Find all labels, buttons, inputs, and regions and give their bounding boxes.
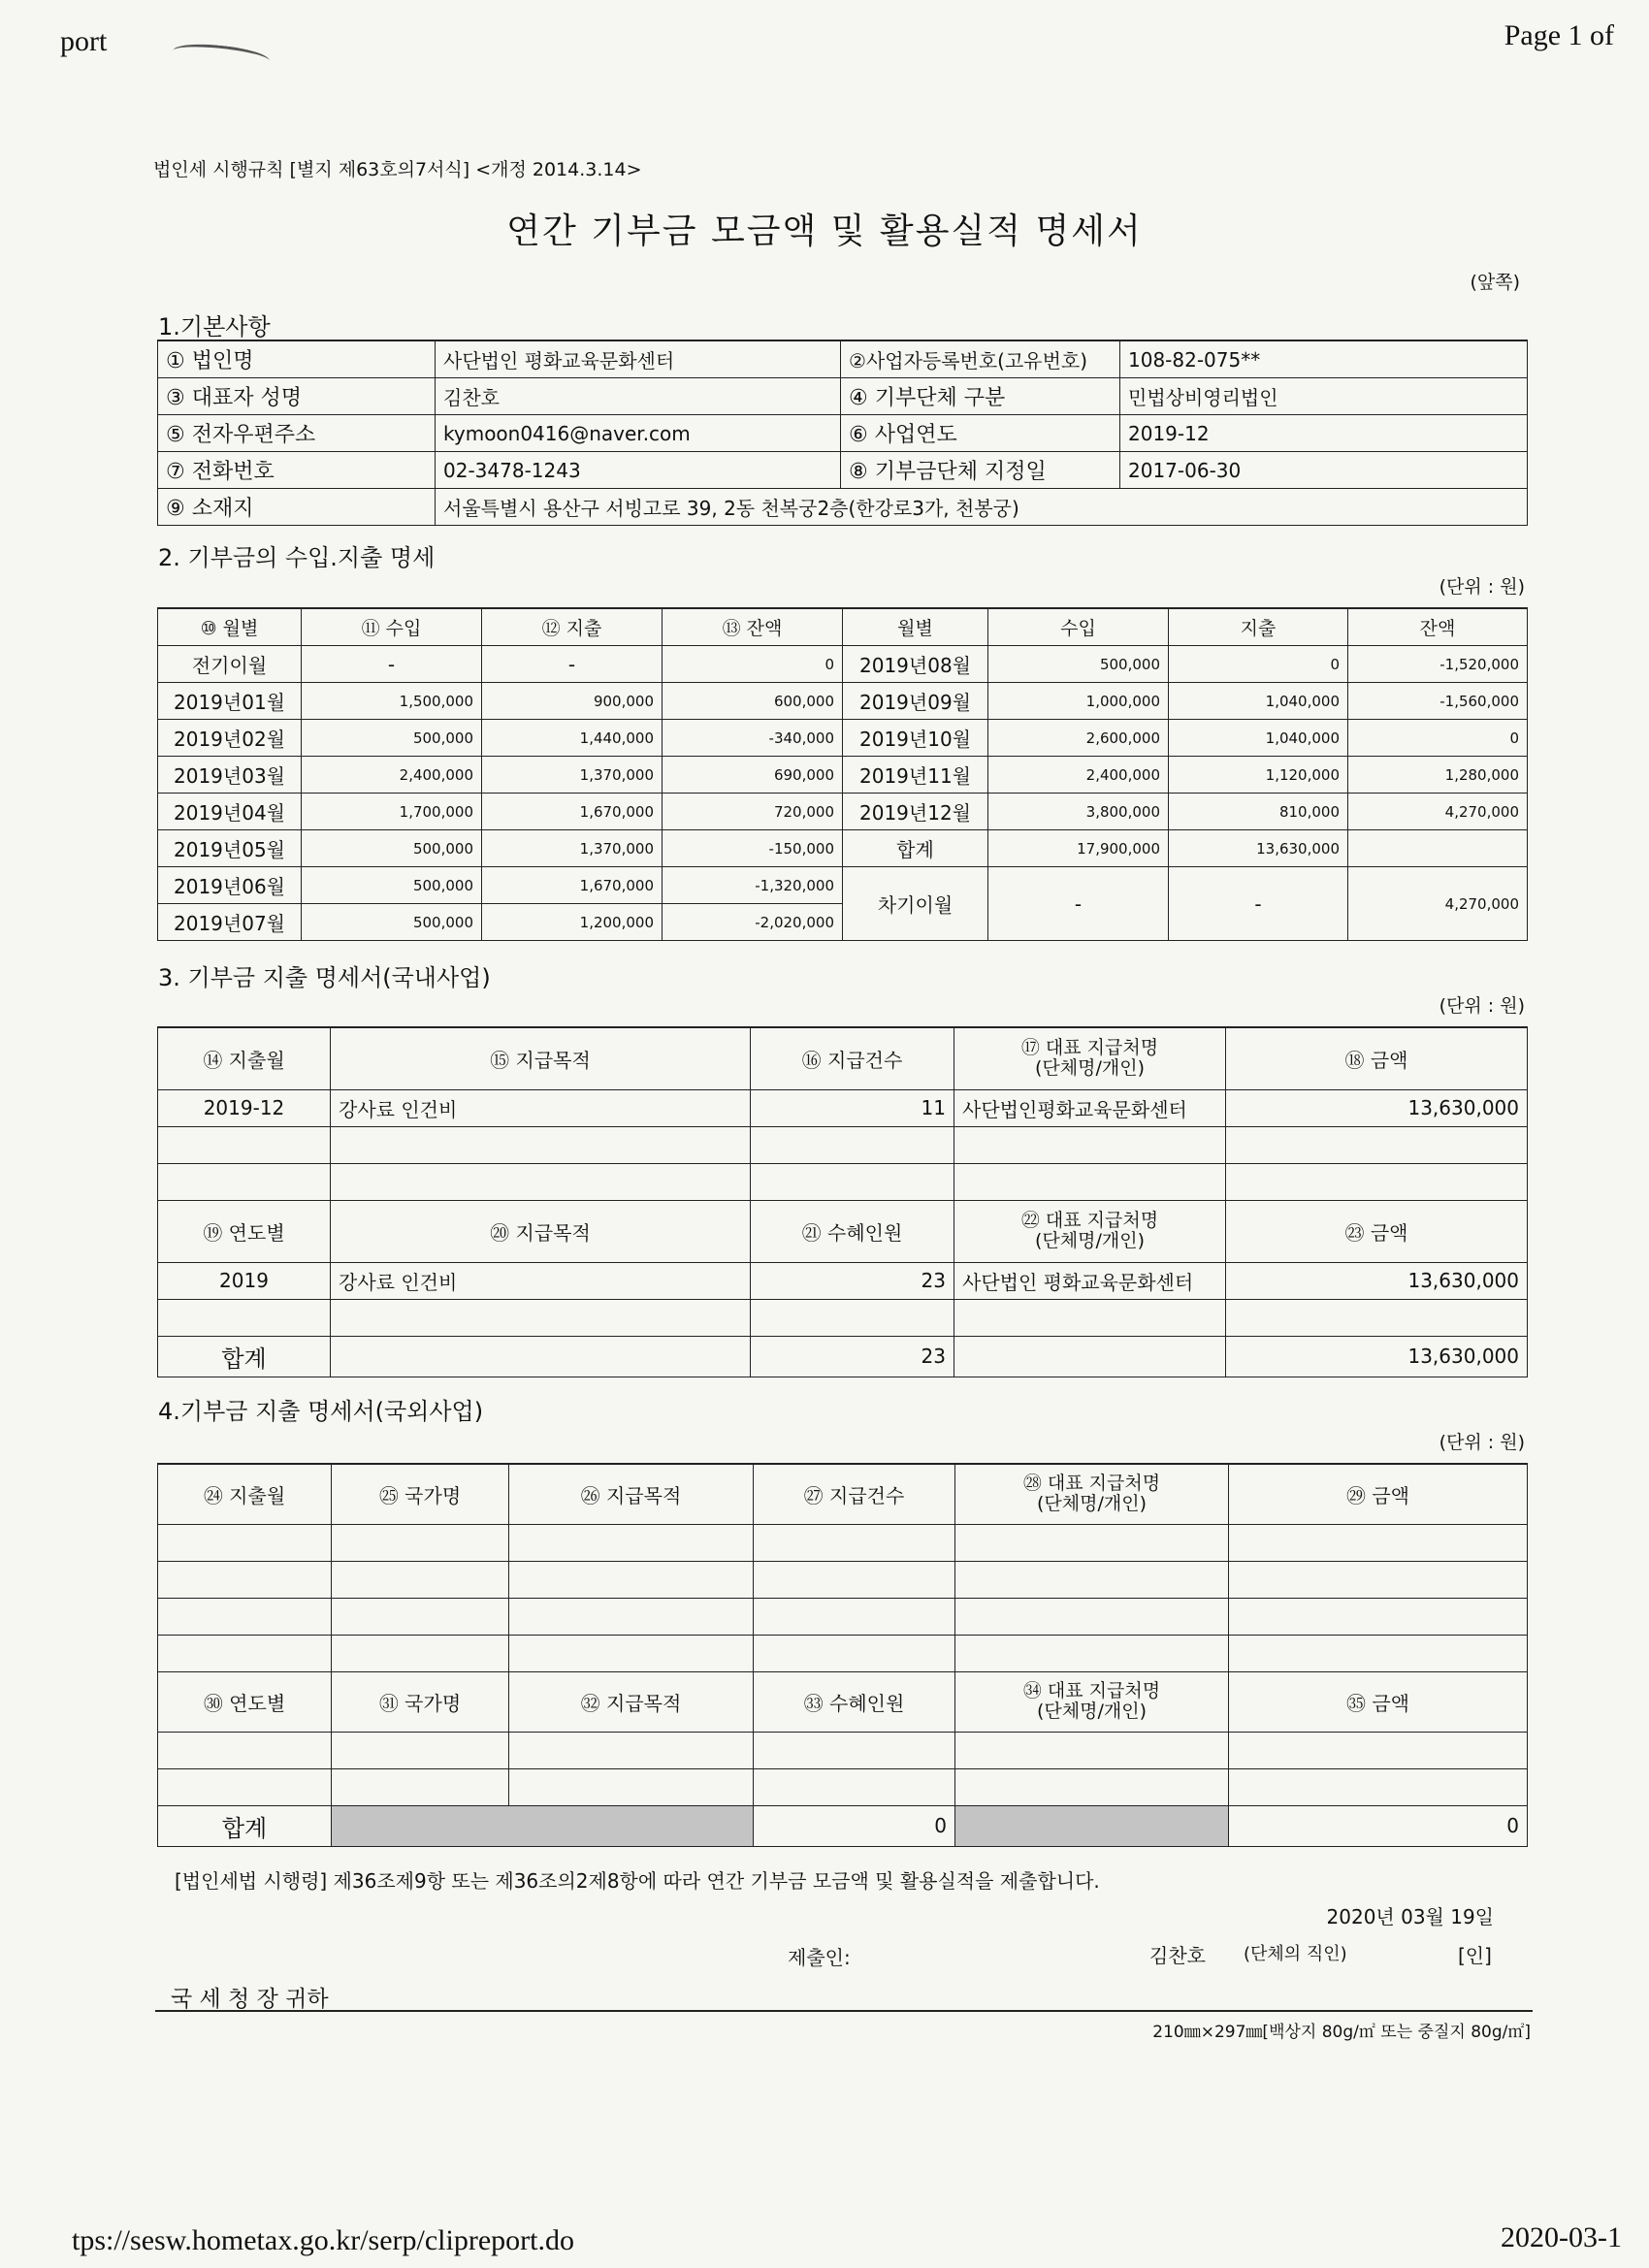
scan-url: tps://sesw.hometax.go.kr/serp/clipreport.do	[72, 2224, 574, 2256]
ie-header-month2: 월별	[843, 608, 988, 646]
table-row	[158, 757, 1528, 794]
o-h-country: ㉕ 국가명	[332, 1464, 509, 1524]
ie-right-cell: 2,600,000	[988, 720, 1169, 757]
scan-page-label: Page 1 of	[1504, 19, 1614, 51]
d-r1-amount: 13,630,000	[1226, 1089, 1528, 1126]
ie-left-cell: 2019년02월	[158, 720, 302, 757]
ie-left-cell: 1,670,000	[482, 794, 663, 830]
section2-heading: 2. 기부금의 수입.지출 명세	[158, 544, 436, 571]
section3-unit: (단위 : 원)	[1439, 995, 1525, 1017]
front-side-label: (앞쪽)	[1470, 272, 1520, 293]
d-r1-recipient: 사단법인평화교육문화센터	[954, 1089, 1226, 1126]
o-total-shaded-1	[332, 1805, 754, 1846]
ie-right-cell: 합계	[843, 830, 988, 867]
designated-date-label: ⑧ 기부금단체 지정일	[841, 452, 1120, 489]
ie-left-cell: -	[482, 646, 663, 683]
ie-left-cell: 1,370,000	[482, 830, 663, 867]
ie-left-cell: 1,200,000	[482, 904, 663, 941]
ie-header-balance2: 잔액	[1348, 608, 1528, 646]
ie-carry-cell: 차기이월	[843, 867, 988, 941]
ie-right-cell: 2019년08월	[843, 646, 988, 683]
d-h-month: ⑭ 지출월	[158, 1027, 331, 1089]
o-h2-purpose: ㉜ 지급목적	[509, 1671, 754, 1732]
ie-right-cell: 0	[1169, 646, 1348, 683]
ie-right-cell: 13,630,000	[1169, 830, 1348, 867]
basic-info-table	[157, 340, 1528, 526]
ie-left-cell: 1,440,000	[482, 720, 663, 757]
ie-left-cell: -2,020,000	[663, 904, 843, 941]
ie-left-cell: 720,000	[663, 794, 843, 830]
ie-left-cell: 500,000	[302, 830, 482, 867]
o-total-shaded-2	[955, 1805, 1229, 1846]
ie-right-cell: 1,040,000	[1169, 720, 1348, 757]
section1-heading: 1.기본사항	[158, 313, 271, 340]
d-h2-year: ⑲ 연도별	[158, 1200, 331, 1262]
fiscal-year-value: 2019-12	[1120, 415, 1528, 452]
form-reference: 법인세 시행규칙 [별지 제63호의7서식] <개정 2014.3.14>	[153, 159, 642, 180]
ie-left-cell: -1,320,000	[663, 867, 843, 904]
d-h-recipient: ⑰ 대표 지급처명 (단체명/개인)	[954, 1027, 1226, 1089]
scan-left-header: port	[60, 25, 108, 57]
ie-right-cell: 3,800,000	[988, 794, 1169, 830]
submitter-role: (단체의 직인)	[1244, 1944, 1347, 1964]
d-total-amount: 13,630,000	[1226, 1336, 1528, 1377]
o-total-label: 합계	[158, 1805, 332, 1846]
d-total-count: 23	[751, 1336, 954, 1377]
ie-left-cell: 500,000	[302, 720, 482, 757]
d-total-label: 합계	[158, 1336, 331, 1377]
ie-right-cell: 1,040,000	[1169, 683, 1348, 720]
ie-left-cell: 2019년03월	[158, 757, 302, 794]
ie-left-cell: 1,700,000	[302, 794, 482, 830]
o-h-count: ㉗ 지급건수	[754, 1464, 955, 1524]
designated-date-value: 2017-06-30	[1120, 452, 1528, 489]
ie-right-cell: 1,120,000	[1169, 757, 1348, 794]
ie-left-cell: 0	[663, 646, 843, 683]
scan-date: 2020-03-1	[1501, 2221, 1622, 2253]
o-h2-amount: ㉟ 금액	[1229, 1671, 1528, 1732]
rep-value: 김찬호	[436, 378, 841, 415]
corp-name-label: ① 법인명	[158, 340, 436, 378]
paper-spec: 210㎜×297㎜[백상지 80g/㎡ 또는 중질지 80g/㎡]	[1152, 2023, 1531, 2042]
d-h2-purpose: ⑳ 지급목적	[331, 1200, 751, 1262]
d-r2-purpose: 강사료 인건비	[331, 1262, 751, 1299]
d-r2-amount: 13,630,000	[1226, 1262, 1528, 1299]
submitter-name: 김찬호	[1149, 1944, 1206, 1967]
rep-label: ③ 대표자 성명	[158, 378, 436, 415]
o-h2-beneficiaries: ㉝ 수혜인원	[754, 1671, 955, 1732]
staple-mark	[172, 41, 271, 71]
table-row	[158, 867, 1528, 904]
ie-right-cell: 500,000	[988, 646, 1169, 683]
table-row	[158, 720, 1528, 757]
table-row	[158, 683, 1528, 720]
o-total-count: 0	[754, 1805, 955, 1846]
email-value: kymoon0416@naver.com	[436, 415, 841, 452]
section4-heading: 4.기부금 지출 명세서(국외사업)	[158, 1398, 484, 1425]
o-h-amount: ㉙ 금액	[1229, 1464, 1528, 1524]
footer-rule	[155, 2010, 1533, 2012]
d-h2-recipient: ㉒ 대표 지급처명 (단체명/개인)	[954, 1200, 1226, 1262]
table-row	[158, 646, 1528, 683]
ie-left-cell: 1,370,000	[482, 757, 663, 794]
ie-right-cell: 1,280,000	[1348, 757, 1528, 794]
ie-left-cell: 690,000	[663, 757, 843, 794]
org-type-label: ④ 기부단체 구분	[841, 378, 1120, 415]
corp-name-value: 사단법인 평화교육문화센터	[436, 340, 841, 378]
d-r1-count: 11	[751, 1089, 954, 1126]
d-r1-month: 2019-12	[158, 1089, 331, 1126]
phone-label: ⑦ 전화번호	[158, 452, 436, 489]
o-h2-year: ㉚ 연도별	[158, 1671, 332, 1732]
ie-right-cell: 810,000	[1169, 794, 1348, 830]
overseas-expense-table	[157, 1463, 1528, 1847]
o-h-month: ㉔ 지출월	[158, 1464, 332, 1524]
ie-header-expense2: 지출	[1169, 608, 1348, 646]
ie-left-cell: 1,670,000	[482, 867, 663, 904]
ie-right-cell: 2019년09월	[843, 683, 988, 720]
section3-heading: 3. 기부금 지출 명세서(국내사업)	[158, 964, 491, 991]
d-h2-beneficiaries: ㉑ 수혜인원	[751, 1200, 954, 1262]
ie-left-cell: 500,000	[302, 904, 482, 941]
ie-header-income2: 수입	[988, 608, 1169, 646]
domestic-expense-table	[157, 1026, 1528, 1377]
ie-right-cell: 2019년10월	[843, 720, 988, 757]
d-r2-beneficiaries: 23	[751, 1262, 954, 1299]
address-label: ⑨ 소재지	[158, 489, 436, 526]
ie-left-cell: 2019년05월	[158, 830, 302, 867]
d-h-count: ⑯ 지급건수	[751, 1027, 954, 1089]
d-r2-year: 2019	[158, 1262, 331, 1299]
ie-left-cell: 2019년01월	[158, 683, 302, 720]
ie-right-cell: 2019년11월	[843, 757, 988, 794]
ie-left-cell: 900,000	[482, 683, 663, 720]
ie-left-cell: 600,000	[663, 683, 843, 720]
ie-left-cell: 2019년06월	[158, 867, 302, 904]
address-value: 서울특별시 용산구 서빙고로 39, 2동 천복궁2층(한강로3가, 천봉궁)	[436, 489, 1528, 526]
ie-left-cell: 1,500,000	[302, 683, 482, 720]
submitter-label: 제출인:	[788, 1946, 851, 1969]
d-r1-purpose: 강사료 인건비	[331, 1089, 751, 1126]
ie-carry-cell: -	[1169, 867, 1348, 941]
ie-left-cell: -	[302, 646, 482, 683]
ie-header-income: ⑪ 수입	[302, 608, 482, 646]
ie-right-cell: -1,520,000	[1348, 646, 1528, 683]
ie-left-cell: -150,000	[663, 830, 843, 867]
ie-header-balance: ⑬ 잔액	[663, 608, 843, 646]
ie-right-cell: 4,270,000	[1348, 794, 1528, 830]
ie-left-cell: -340,000	[663, 720, 843, 757]
o-h-recipient: ㉘ 대표 지급처명 (단체명/개인)	[955, 1464, 1229, 1524]
ie-carry-cell: 4,270,000	[1348, 867, 1528, 941]
ie-header-month: ⑩ 월별	[158, 608, 302, 646]
phone-value: 02-3478-1243	[436, 452, 841, 489]
fiscal-year-label: ⑥ 사업연도	[841, 415, 1120, 452]
ie-right-cell: 1,000,000	[988, 683, 1169, 720]
org-type-value: 민법상비영리법인	[1120, 378, 1528, 415]
o-h2-recipient: ㉞ 대표 지급처명 (단체명/개인)	[955, 1671, 1229, 1732]
ie-left-cell: 2019년07월	[158, 904, 302, 941]
section4-unit: (단위 : 원)	[1439, 1432, 1525, 1453]
ie-left-cell: 2019년04월	[158, 794, 302, 830]
table-row	[158, 794, 1528, 830]
ie-header-expense: ⑫ 지출	[482, 608, 663, 646]
o-total-amount: 0	[1229, 1805, 1528, 1846]
o-h2-country: ㉛ 국가명	[332, 1671, 509, 1732]
ie-right-cell: -1,560,000	[1348, 683, 1528, 720]
seal-mark: [인]	[1458, 1944, 1492, 1967]
d-r2-recipient: 사단법인 평화교육문화센터	[954, 1262, 1226, 1299]
ie-right-cell: 17,900,000	[988, 830, 1169, 867]
ie-left-cell: 전기이월	[158, 646, 302, 683]
income-expense-table	[157, 607, 1528, 941]
ie-right-cell: 2019년12월	[843, 794, 988, 830]
ie-right-cell	[1348, 830, 1528, 867]
ie-right-cell: 2,400,000	[988, 757, 1169, 794]
ie-right-cell: 0	[1348, 720, 1528, 757]
recipient-authority: 국 세 청 장 귀하	[171, 1987, 329, 2012]
email-label: ⑤ 전자우편주소	[158, 415, 436, 452]
d-h-amount: ⑱ 금액	[1226, 1027, 1528, 1089]
ie-carry-cell: -	[988, 867, 1169, 941]
o-h-purpose: ㉖ 지급목적	[509, 1464, 754, 1524]
submission-statement: [법인세법 시행령] 제36조제9항 또는 제36조의2제8항에 따라 연간 기부금 모금액 및 활용실적을 제출합니다.	[175, 1869, 1100, 1893]
document-title: 연간 기부금 모금액 및 활용실적 명세서	[506, 211, 1143, 251]
biz-no-label: ②사업자등록번호(고유번호)	[841, 340, 1120, 378]
ie-left-cell: 2,400,000	[302, 757, 482, 794]
submission-date: 2020년 03월 19일	[1326, 1905, 1494, 1928]
section2-unit: (단위 : 원)	[1439, 576, 1525, 598]
table-row	[158, 830, 1528, 867]
ie-left-cell: 500,000	[302, 867, 482, 904]
d-h2-amount: ㉓ 금액	[1226, 1200, 1528, 1262]
d-h-purpose: ⑮ 지급목적	[331, 1027, 751, 1089]
biz-no-value: 108-82-075**	[1120, 340, 1528, 378]
